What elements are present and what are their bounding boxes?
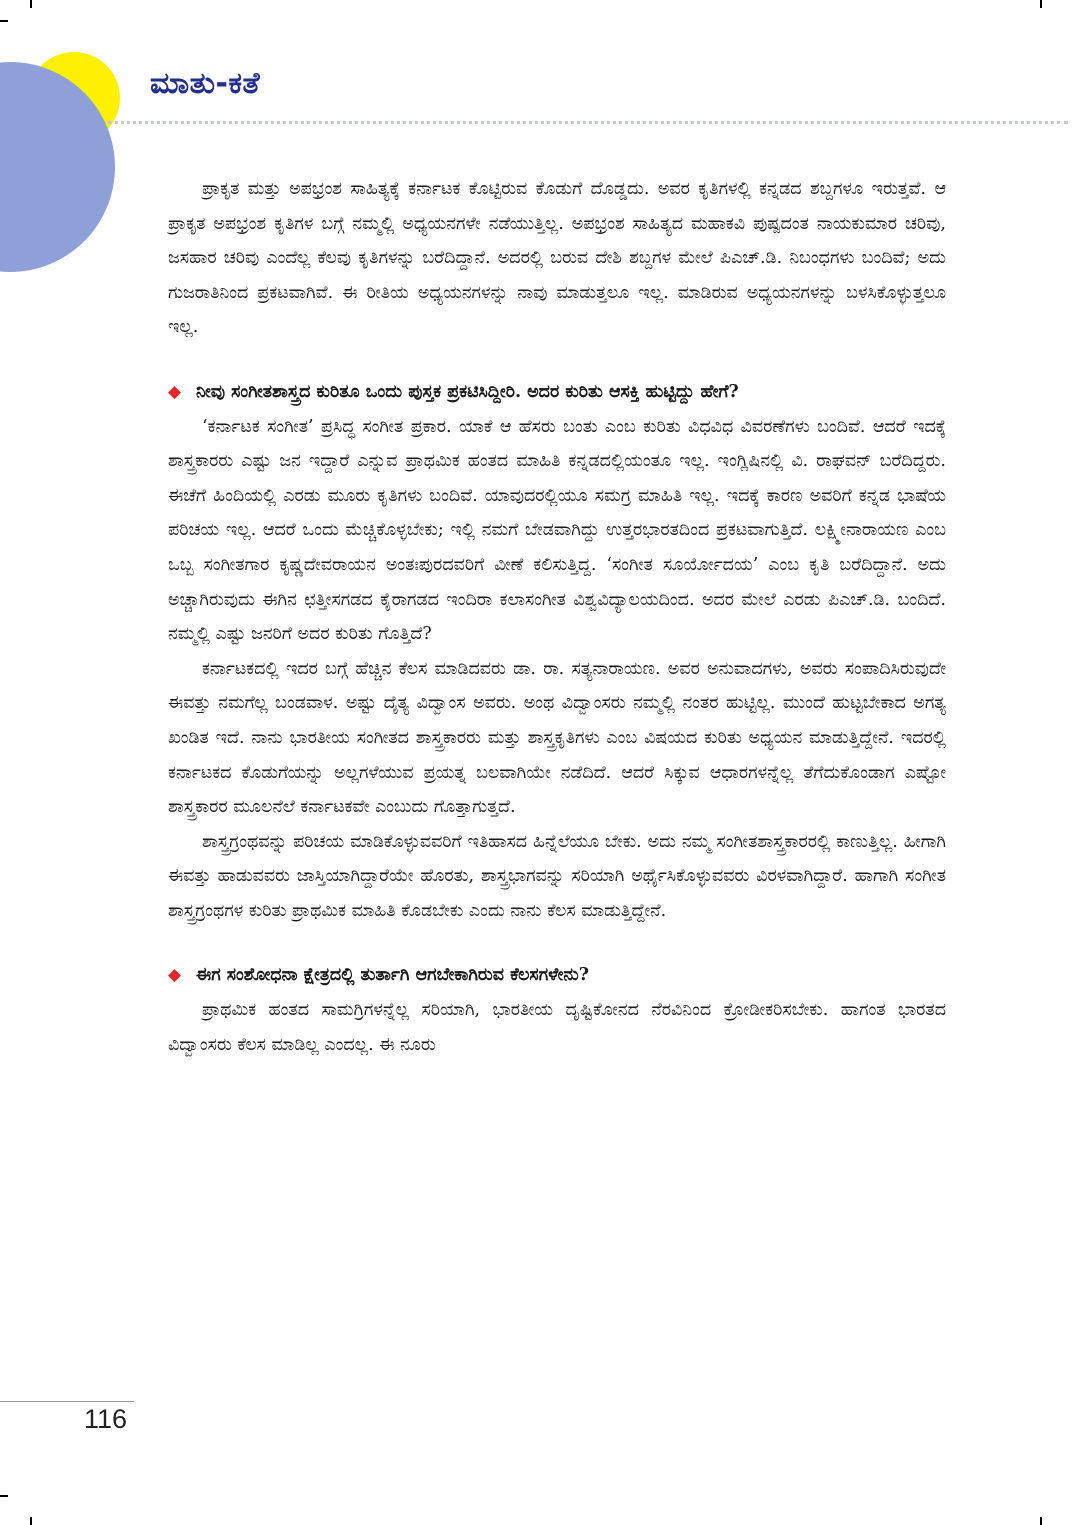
diamond-bullet-icon: ◆	[168, 965, 182, 986]
question	[168, 958, 946, 993]
article-body	[168, 172, 946, 1062]
question-text: ಈಗ ಸಂಶೋಧನಾ ಕ್ಷೇತ್ರದಲ್ಲಿ ತುರ್ತಾಗಿ ಆಗಬೇಕಾಗಿರುವ ಕೆಲಸಗಳೇನು?	[196, 965, 589, 986]
question-text: ನೀವು ಸಂಗೀತಶಾಸ್ತ್ರದ ಕುರಿತೂ ಒಂದು ಪುಸ್ತಕ ಪ್ರಕಟಿಸಿದ್ದೀರಿ. ಅದರ ಕುರಿತು ಆಸಕ್ತಿ ಹುಟ್ಟಿದ್ದು ಹೇಗೆ?	[196, 381, 739, 402]
paragraph: ‘ಕರ್ನಾಟಕ ಸಂಗೀತ’ ಪ್ರಸಿದ್ಧ ಸಂಗೀತ ಪ್ರಕಾರ. ಯಾಕೆ ಆ ಹೆಸರು ಬಂತು ಎಂಬ ಕುರಿತು ವಿಧವಿಧ ವಿವರಣೆಗಳು ಬಂದಿವೆ. ಆದರೆ ಇದಕ್ಕೆ ಶಾಸ್ತ್ರಕಾರರು ಎಷ್ಟು ಜನ ಇದ್ದಾರೆ ಎನ್ನುವ ಪ್ರಾಥಮಿಕ ಹಂತದ ಮಾಹಿತಿ ಕನ್ನಡದಲ್ಲಿಯಂತೂ ಇಲ್ಲ. ಇಂಗ್ಲಿಷಿನಲ್ಲಿ ವಿ. ರಾಘವನ್ ಬರೆದಿದ್ದರು. ಈಚೆಗೆ ಹಿಂದಿಯಲ್ಲಿ ಎರಡು ಮೂರು ಕೃತಿಗಳು ಬಂದಿವೆ. ಯಾವುದರಲ್ಲಿಯೂ ಸಮಗ್ರ ಮಾಹಿತಿ ಇಲ್ಲ. ಇದಕ್ಕೆ ಕಾರಣ ಅವರಿಗೆ ಕನ್ನಡ ಭಾಷೆಯ ಪರಿಚಯ ಇಲ್ಲ. ಆದರೆ ಒಂದು ಮೆಚ್ಚಿಕೊಳ್ಳಬೇಕು; ಇಲ್ಲಿ ನಮಗೆ ಬೇಡವಾಗಿದ್ದು ಉತ್ತರಭಾರತದಿಂದ ಪ್ರಕಟವಾಗುತ್ತಿದೆ. ಲಕ್ಷ್ಮೀನಾರಾಯಣ ಎಂಬ ಒಬ್ಬ ಸಂಗೀತಗಾರ ಕೃಷ್ಣದೇವರಾಯನ ಅಂತಃಪುರದವರಿಗೆ ವೀಣೆ ಕಲಿಸುತ್ತಿದ್ದ. ‘ಸಂಗೀತ ಸೂರ್ಯೋದಯ’ ಎಂಬ ಕೃತಿ ಬರೆದಿದ್ದಾನೆ. ಅದು ಅಚ್ಚಾಗಿರುವುದು ಈಗಿನ ಛತ್ತೀಸಗಡದ ಕೈರಾಗಡದ ಇಂದಿರಾ ಕಲಾಸಂಗೀತ ವಿಶ್ವವಿದ್ಯಾಲಯದಿಂದ. ಅದರ ಮೇಲೆ ಎರಡು ಪಿಎಚ್.ಡಿ. ಬಂದಿದೆ. ನಮ್ಮಲ್ಲಿ ಎಷ್ಟು ಜನರಿಗೆ ಅದರ ಕುರಿತು ಗೊತ್ತಿದೆ?	[168, 416, 946, 645]
paragraph: ಕರ್ನಾಟಕದಲ್ಲಿ ಇದರ ಬಗ್ಗೆ ಹೆಚ್ಚಿನ ಕೆಲಸ ಮಾಡಿದವರು ಡಾ. ರಾ. ಸತ್ಯನಾರಾಯಣ. ಅವರ ಅನುವಾದಗಳು, ಅವರು ಸಂಪಾದಿಸಿರುವುದೇ ಈವತ್ತು ನಮಗೆಲ್ಲ ಬಂಡವಾಳ. ಅಷ್ಟು ದೈತ್ಯ ವಿದ್ವಾಂಸ ಅವರು. ಅಂಥ ವಿದ್ವಾಂಸರು ನಮ್ಮಲ್ಲಿ ನಂತರ ಹುಟ್ಟಿಲ್ಲ. ಮುಂದೆ ಹುಟ್ಟಬೇಕಾದ ಅಗತ್ಯ ಖಂಡಿತ ಇದೆ. ನಾನು ಭಾರತೀಯ ಸಂಗೀತದ ಶಾಸ್ತ್ರಕಾರರು ಮತ್ತು ಶಾಸ್ತ್ರಕೃತಿಗಳು ಎಂಬ ವಿಷಯದ ಕುರಿತು ಅಧ್ಯಯನ ಮಾಡುತ್ತಿದ್ದೇನೆ. ಇದರಲ್ಲಿ ಕರ್ನಾಟಕದ ಕೊಡುಗೆಯನ್ನು ಅಲ್ಲಗಳೆಯುವ ಪ್ರಯತ್ನ ಬಲವಾಗಿಯೇ ನಡೆದಿದೆ. ಆದರೆ ಸಿಕ್ಕುವ ಆಧಾರಗಳನ್ನೆಲ್ಲ ತೆಗೆದುಕೊಂಡಾಗ ಎಷ್ಟೋ ಶಾಸ್ತ್ರಕಾರರ ಮೂಲನೆಲೆ ಕರ್ನಾಟಕವೇ ಎಂಬುದು ಗೊತ್ತಾಗುತ್ತದೆ.	[168, 658, 946, 818]
crop-mark	[0, 1495, 8, 1497]
paragraph: ಶಾಸ್ತ್ರಗ್ರಂಥವನ್ನು ಪರಿಚಯ ಮಾಡಿಕೊಳ್ಳುವವರಿಗೆ ಇತಿಹಾಸದ ಹಿನ್ನೆಲೆಯೂ ಬೇಕು. ಅದು ನಮ್ಮ ಸಂಗೀತಶಾಸ್ತ್ರಕಾರರಲ್ಲಿ ಕಾಣುತ್ತಿಲ್ಲ. ಹೀಗಾಗಿ ಈವತ್ತು ಹಾಡುವವರು ಜಾಸ್ತಿಯಾಗಿದ್ದಾರೆಯೇ ಹೊರತು, ಶಾಸ್ತ್ರಭಾಗವನ್ನು ಸರಿಯಾಗಿ ಅರ್ಥೈಸಿಕೊಳ್ಳುವವರು ವಿರಳವಾಗಿದ್ದಾರೆ. ಹಾಗಾಗಿ ಸಂಗೀತ ಶಾಸ್ತ್ರಗ್ರಂಥಗಳ ಕುರಿತು ಪ್ರಾಥಮಿಕ ಮಾಹಿತಿ ಕೊಡಬೇಕು ಎಂದು ನಾನು ಕೆಲಸ ಮಾಡುತ್ತಿದ್ದೇನೆ.	[168, 831, 946, 921]
diamond-bullet-icon: ◆	[168, 381, 182, 402]
paragraph: ಪ್ರಾಕೃತ ಮತ್ತು ಅಪಭ್ರಂಶ ಸಾಹಿತ್ಯಕ್ಕೆ ಕರ್ನಾಟಕ ಕೊಟ್ಟಿರುವ ಕೊಡುಗೆ ದೊಡ್ಡದು. ಅವರ ಕೃತಿಗಳಲ್ಲಿ ಕನ್ನಡದ ಶಬ್ದಗಳೂ ಇರುತ್ತವೆ. ಆ ಪ್ರಾಕೃತ ಅಪಭ್ರಂಶ ಕೃತಿಗಳ ಬಗ್ಗೆ ನಮ್ಮಲ್ಲಿ ಅಧ್ಯಯನಗಳೇ ನಡೆಯುತ್ತಿಲ್ಲ. ಅಪಭ್ರಂಶ ಸಾಹಿತ್ಯದ ಮಹಾಕವಿ ಪುಷ್ಪದಂತ ನಾಯಕುಮಾರ ಚರಿವು, ಜಸಹಾರ ಚರಿವು ಎಂದೆಲ್ಲ ಕೆಲವು ಕೃತಿಗಳನ್ನು ಬರೆದಿದ್ದಾನೆ. ಅದರಲ್ಲಿ ಬರುವ ದೇಶಿ ಶಬ್ದಗಳ ಮೇಲೆ ಪಿಎಚ್.ಡಿ. ನಿಬಂಧಗಳು ಬಂದಿವೆ; ಅದು ಗುಜರಾತಿನಿಂದ ಪ್ರಕಟವಾಗಿವೆ. ಈ ರೀತಿಯ ಅಧ್ಯಯನಗಳನ್ನು ನಾವು ಮಾಡುತ್ತಲೂ ಇಲ್ಲ. ಮಾಡಿರುವ ಅಧ್ಯಯನಗಳನ್ನು ಬಳಸಿಕೊಳ್ಳುತ್ತಲೂ ಇಲ್ಲ.	[168, 179, 946, 338]
folio-rule	[0, 1401, 134, 1402]
crop-mark	[1040, 1517, 1042, 1525]
dotted-divider	[108, 121, 1068, 124]
page-number: 116	[84, 1404, 128, 1434]
crop-mark	[0, 20, 8, 22]
crop-mark	[30, 0, 32, 8]
question	[168, 375, 946, 410]
paragraph: ಪ್ರಾಥಮಿಕ ಹಂತದ ಸಾಮಗ್ರಿಗಳನ್ನೆಲ್ಲ ಸರಿಯಾಗಿ, ಭಾರತೀಯ ದೃಷ್ಟಿಕೋನದ ನೆರವಿನಿಂದ ಕ್ರೋಡೀಕರಿಸಬೇಕು. ಹಾಗಂತ ಭಾರತದ ವಿದ್ವಾಂಸರು ಕೆಲಸ ಮಾಡಿಲ್ಲ ಎಂದಲ್ಲ. ಈ ನೂರು	[168, 1000, 946, 1055]
crop-mark	[30, 1517, 32, 1525]
section-title: ಮಾತು-ಕತೆ	[150, 66, 261, 101]
crop-mark	[1040, 0, 1042, 8]
